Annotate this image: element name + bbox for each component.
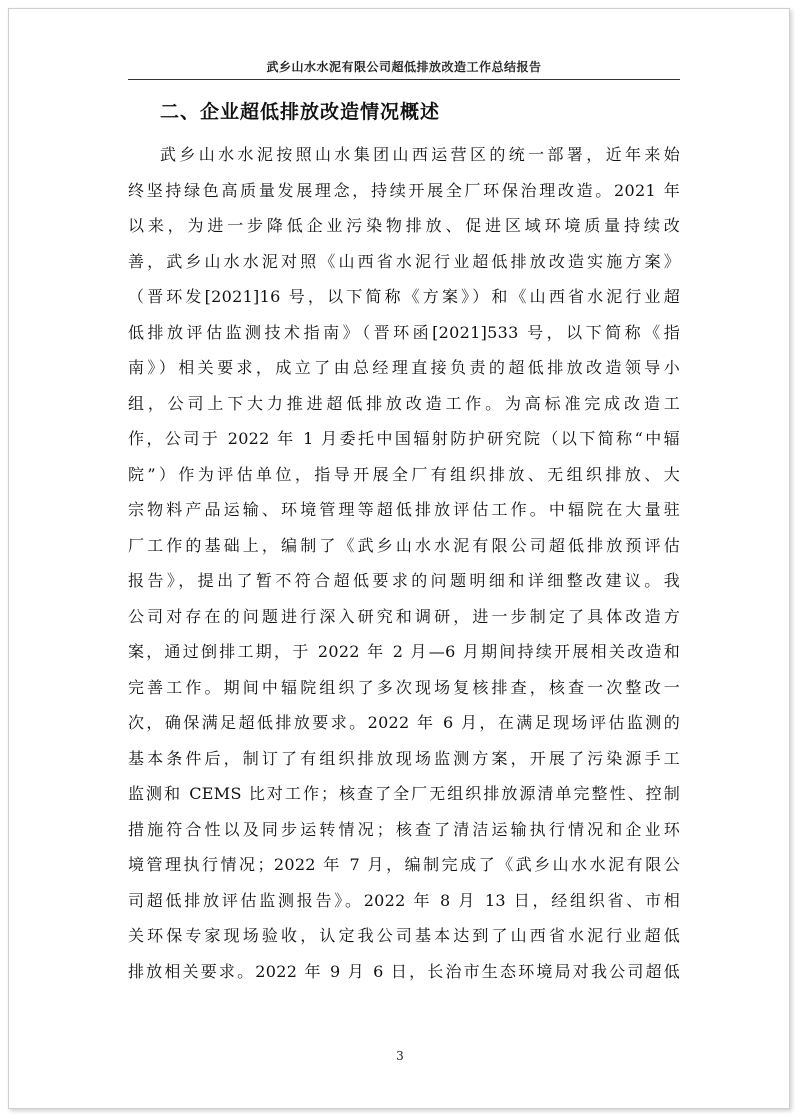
body-line: 组，公司上下大力推进超低排放改造工作。为高标准完成改造工 xyxy=(128,393,680,413)
body-line: 公司对存在的问题进行深入研究和调研，进一步制定了具体改造方 xyxy=(128,606,680,626)
body-line: 关环保专家现场验收，认定我公司基本达到了山西省水泥行业超低 xyxy=(128,926,680,945)
body-line: 基本条件后，制订了有组织排放现场监测方案，开展了污染源手工 xyxy=(128,748,680,768)
document-page xyxy=(8,8,790,1109)
body-line: 次，确保满足超低排放要求。2022 年 6 月，在满足现场评估监测的 xyxy=(128,713,680,732)
body-line: 措施符合性以及同步运转情况；核查了清洁运输执行情况和企业环 xyxy=(128,819,680,839)
running-header: 武乡山水水泥有限公司超低排放改造工作总结报告 xyxy=(266,60,542,74)
body-line: 以来，为进一步降低企业污染物排放、促进区域环境质量持续改 xyxy=(128,216,680,235)
body-line: 武乡山水水泥按照山水集团山西运营区的统一部署，近年来始 xyxy=(160,145,680,164)
body-line: 宗物料产品运输、环境管理等超低排放评估工作。中辐院在大量驻 xyxy=(128,500,680,519)
body-paragraph xyxy=(128,137,680,989)
body-line: 南》）相关要求，成立了由总经理直接负责的超低排放改造领导小 xyxy=(128,358,680,377)
body-line: 厂工作的基础上，编制了《武乡山水水泥有限公司超低排放预评估 xyxy=(128,535,680,555)
body-line: （晋环发[2021]16 号，以下简称《方案》）和《山西省水泥行业超 xyxy=(128,287,680,306)
body-line: 低排放评估监测技术指南》（晋环函[2021]533 号，以下简称《指 xyxy=(128,322,680,342)
body-line: 善，武乡山水水泥对照《山西省水泥行业超低排放改造实施方案》 xyxy=(128,251,680,271)
body-line: 监测和 CEMS 比对工作；核查了全厂无组织排放源清单完整性、控制 xyxy=(128,784,680,803)
body-line: 案，通过倒排工期，于 2022 年 2 月—6 月期间持续开展相关改造和 xyxy=(128,642,680,661)
body-line: 排放相关要求。2022 年 9 月 6 日，长治市生态环境局对我公司超低 xyxy=(128,961,680,981)
body-line: 作，公司于 2022 年 1 月委托中国辐射防护研究院（以下简称“中辐 xyxy=(128,429,680,448)
body-line: 完善工作。期间中辐院组织了多次现场复核排查，核查一次整改一 xyxy=(128,677,680,697)
body-line: 院”）作为评估单位，指导开展全厂有组织排放、无组织排放、大 xyxy=(128,464,680,484)
page-number: 3 xyxy=(396,1049,404,1063)
body-line: 终坚持绿色高质量发展理念，持续开展全厂环保治理改造。2021 年 xyxy=(128,180,680,200)
body-line: 司超低排放评估监测报告》。2022 年 8 月 13 日，经组织省、市相 xyxy=(128,890,680,910)
header-divider xyxy=(128,79,680,80)
body-line: 报告》，提出了暂不符合超低要求的问题明细和详细整改建议。我 xyxy=(128,571,680,590)
section-heading: 二、企业超低排放改造情况概述 xyxy=(160,101,441,123)
body-line: 境管理执行情况；2022 年 7 月，编制完成了《武乡山水水泥有限公 xyxy=(128,855,680,874)
